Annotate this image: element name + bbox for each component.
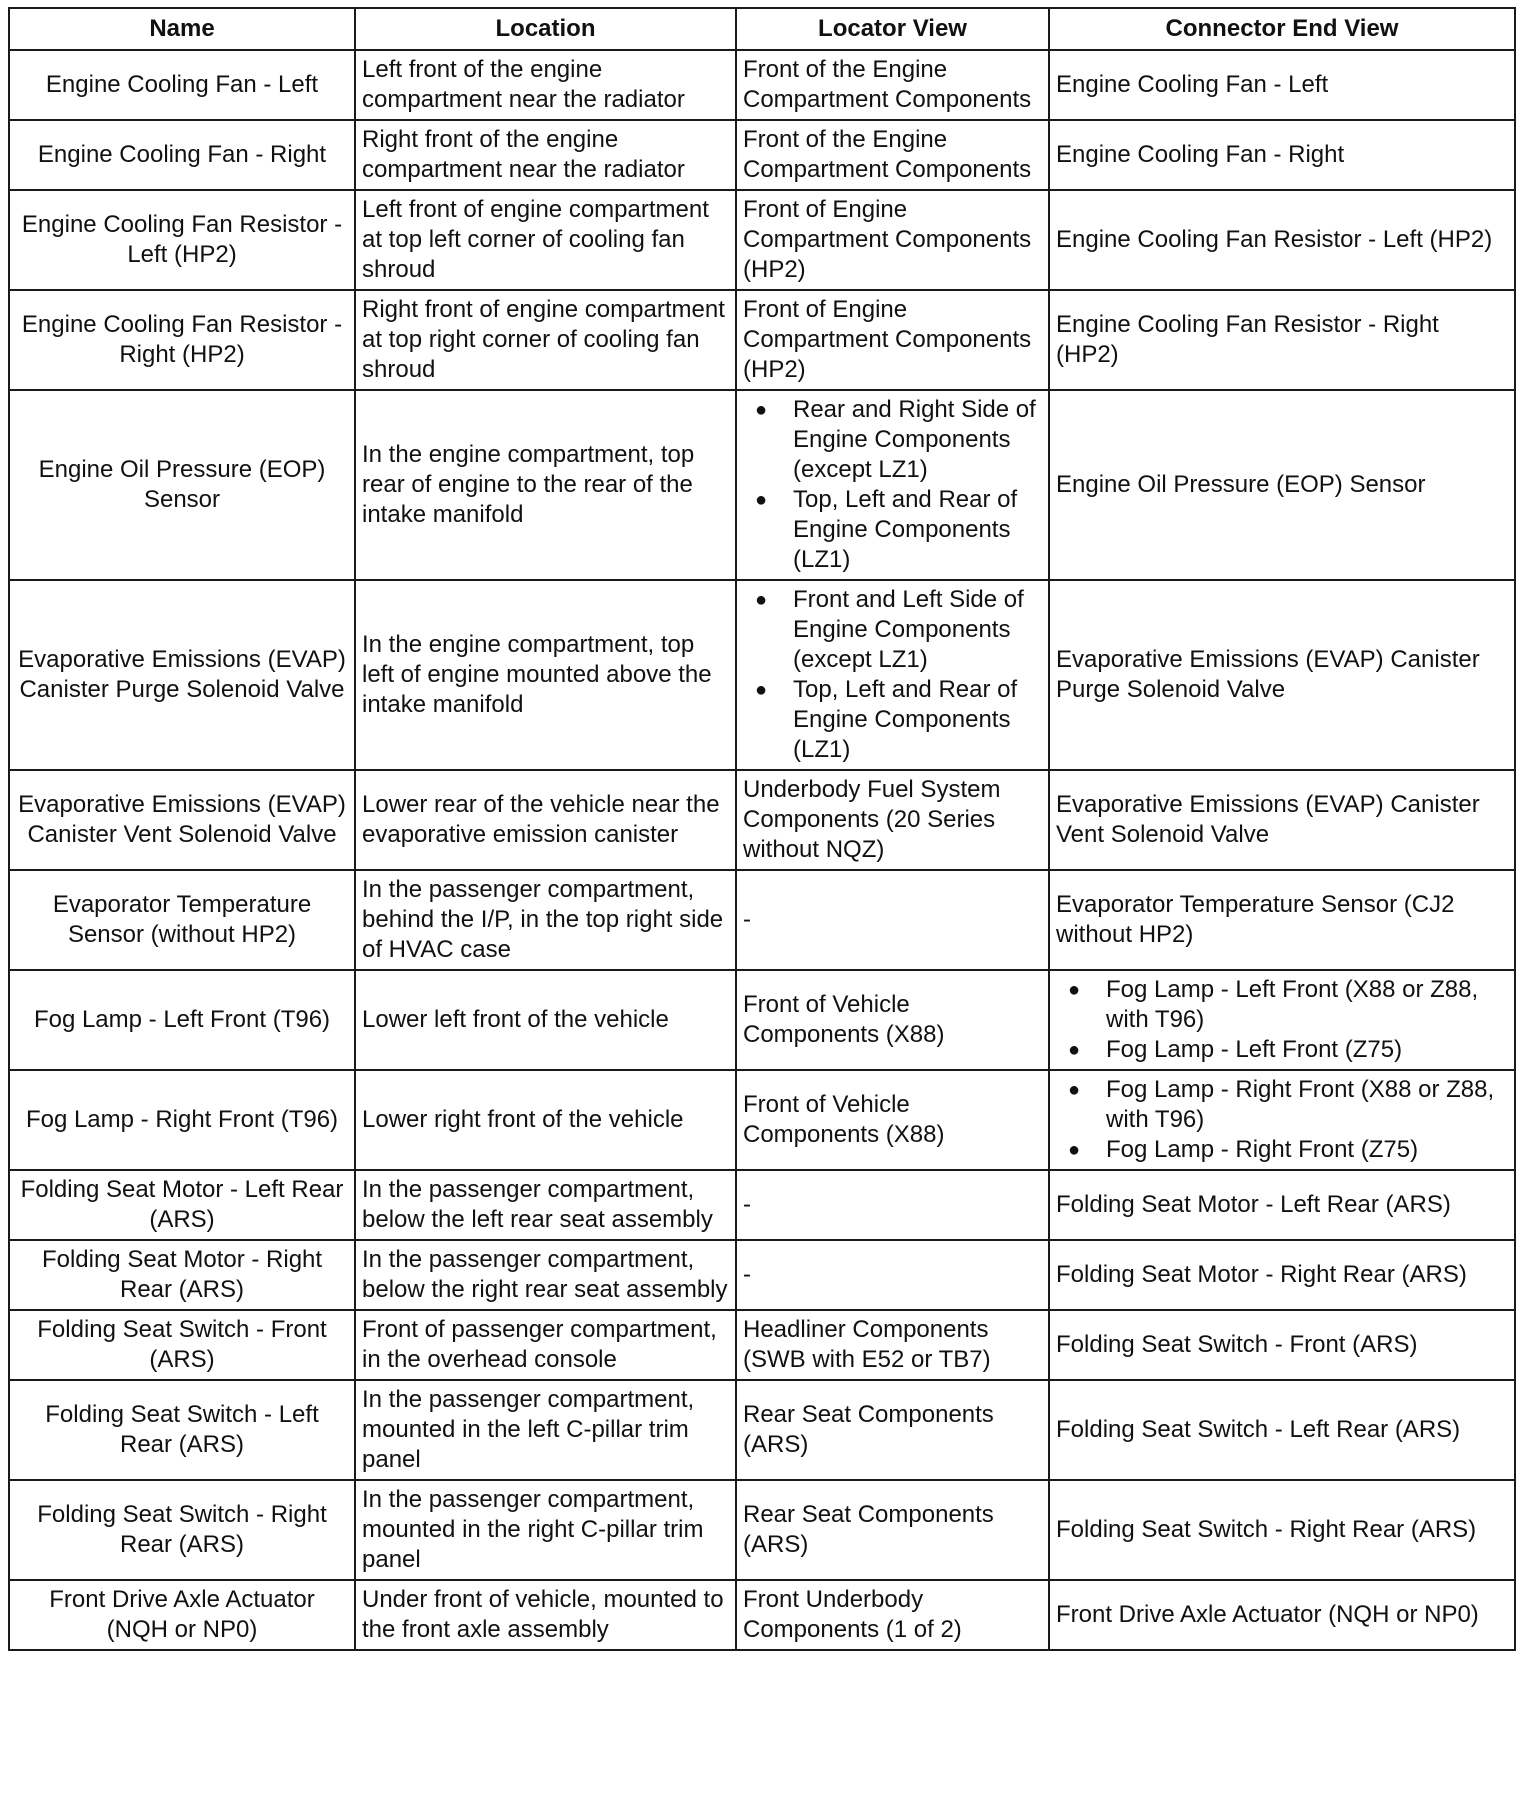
cell-name: Engine Cooling Fan - Right <box>9 120 355 190</box>
cell-location: Left front of the engine compartment near the radiator <box>355 50 736 120</box>
table-row <box>9 1070 1515 1170</box>
connector-view-bullet-item: ● Fog Lamp - Right Front (Z75) <box>1056 1135 1508 1165</box>
component-locator-table <box>8 7 1516 1651</box>
cell-locator-view <box>736 1480 1049 1580</box>
cell-location: Front of passenger compartment, in the overhead console <box>355 1310 736 1380</box>
table-row <box>9 290 1515 390</box>
table-row <box>9 1580 1515 1650</box>
connector-view-text: Engine Cooling Fan Resistor - Right (HP2) <box>1056 311 1439 368</box>
locator-view-bullet-item: ● Top, Left and Rear of Engine Components (LZ1) <box>743 675 1042 765</box>
connector-view-bullet-list <box>1056 1075 1508 1165</box>
cell-connector-end-view <box>1049 290 1515 390</box>
cell-location: In the passenger compartment, mounted in the left C-pillar trim panel <box>355 1380 736 1480</box>
locator-view-bullet-item: ● Rear and Right Side of Engine Components (except LZ1) <box>743 395 1042 485</box>
connector-view-text: Evaporative Emissions (EVAP) Canister Purge Solenoid Valve <box>1056 646 1480 703</box>
cell-locator-view <box>736 1380 1049 1480</box>
cell-connector-end-view <box>1049 190 1515 290</box>
cell-connector-end-view <box>1049 1310 1515 1380</box>
cell-location: Lower left front of the vehicle <box>355 970 736 1070</box>
cell-name: Folding Seat Switch - Right Rear (ARS) <box>9 1480 355 1580</box>
cell-location: Under front of vehicle, mounted to the front axle assembly <box>355 1580 736 1650</box>
cell-location: In the passenger compartment, behind the I/P, in the top right side of HVAC case <box>355 870 736 970</box>
cell-connector-end-view <box>1049 770 1515 870</box>
cell-locator-view <box>736 390 1049 580</box>
cell-name: Engine Cooling Fan Resistor - Right (HP2) <box>9 290 355 390</box>
table-row <box>9 120 1515 190</box>
cell-location: Right front of the engine compartment near the radiator <box>355 120 736 190</box>
connector-view-text: Folding Seat Switch - Front (ARS) <box>1056 1331 1418 1358</box>
table-row <box>9 1480 1515 1580</box>
connector-view-text: Front Drive Axle Actuator (NQH or NP0) <box>1056 1601 1479 1628</box>
table-row <box>9 50 1515 120</box>
locator-view-bullet-list <box>743 585 1042 765</box>
table-row <box>9 1310 1515 1380</box>
cell-name: Engine Cooling Fan Resistor - Left (HP2) <box>9 190 355 290</box>
cell-locator-view <box>736 580 1049 770</box>
locator-view-text: Front of Vehicle Components (X88) <box>743 1091 945 1148</box>
table-body <box>9 50 1515 1650</box>
cell-name: Front Drive Axle Actuator (NQH or NP0) <box>9 1580 355 1650</box>
cell-location: In the passenger compartment, mounted in the right C-pillar trim panel <box>355 1480 736 1580</box>
cell-name: Folding Seat Motor - Right Rear (ARS) <box>9 1240 355 1310</box>
locator-view-text: Rear Seat Components (ARS) <box>743 1501 994 1558</box>
cell-locator-view <box>736 1580 1049 1650</box>
cell-name: Folding Seat Motor - Left Rear (ARS) <box>9 1170 355 1240</box>
table-row <box>9 1240 1515 1310</box>
locator-view-text: Front of the Engine Compartment Components <box>743 56 1032 113</box>
header-locator-view: Locator View <box>736 8 1049 50</box>
connector-view-text: Evaporative Emissions (EVAP) Canister Vent Solenoid Valve <box>1056 791 1480 848</box>
connector-view-text: Folding Seat Motor - Right Rear (ARS) <box>1056 1261 1467 1288</box>
cell-connector-end-view <box>1049 580 1515 770</box>
cell-locator-view <box>736 1070 1049 1170</box>
cell-connector-end-view <box>1049 1240 1515 1310</box>
table-row <box>9 870 1515 970</box>
cell-name: Folding Seat Switch - Front (ARS) <box>9 1310 355 1380</box>
cell-connector-end-view <box>1049 870 1515 970</box>
cell-name: Engine Cooling Fan - Left <box>9 50 355 120</box>
cell-location: Left front of engine compartment at top left corner of cooling fan shroud <box>355 190 736 290</box>
cell-location: In the engine compartment, top left of engine mounted above the intake manifold <box>355 580 736 770</box>
table-row <box>9 970 1515 1070</box>
cell-locator-view <box>736 290 1049 390</box>
cell-locator-view <box>736 1310 1049 1380</box>
locator-view-text: - <box>743 1191 751 1218</box>
connector-view-text: Folding Seat Motor - Left Rear (ARS) <box>1056 1191 1451 1218</box>
table-row <box>9 580 1515 770</box>
cell-name: Evaporative Emissions (EVAP) Canister Vent Solenoid Valve <box>9 770 355 870</box>
header-row <box>9 8 1515 50</box>
connector-view-bullet-item: ● Fog Lamp - Left Front (Z75) <box>1056 1035 1508 1065</box>
cell-connector-end-view <box>1049 50 1515 120</box>
cell-location: In the passenger compartment, below the right rear seat assembly <box>355 1240 736 1310</box>
cell-locator-view <box>736 50 1049 120</box>
locator-view-text: Front of Vehicle Components (X88) <box>743 991 945 1048</box>
locator-view-bullet-item: ● Front and Left Side of Engine Components (except LZ1) <box>743 585 1042 675</box>
locator-view-text: - <box>743 906 751 933</box>
cell-connector-end-view <box>1049 1580 1515 1650</box>
locator-view-text: Front Underbody Components (1 of 2) <box>743 1586 962 1643</box>
cell-name: Fog Lamp - Left Front (T96) <box>9 970 355 1070</box>
cell-locator-view <box>736 190 1049 290</box>
cell-connector-end-view <box>1049 1170 1515 1240</box>
connector-view-bullet-item: ● Fog Lamp - Left Front (X88 or Z88, with T96) <box>1056 975 1508 1035</box>
header-name: Name <box>9 8 355 50</box>
cell-locator-view <box>736 120 1049 190</box>
cell-locator-view <box>736 1170 1049 1240</box>
locator-view-text: Front of the Engine Compartment Components <box>743 126 1032 183</box>
table-row <box>9 390 1515 580</box>
locator-view-bullet-item: ● Top, Left and Rear of Engine Components (LZ1) <box>743 485 1042 575</box>
header-location: Location <box>355 8 736 50</box>
cell-locator-view <box>736 870 1049 970</box>
connector-view-text: Evaporator Temperature Sensor (CJ2 without HP2) <box>1056 891 1455 948</box>
cell-name: Engine Oil Pressure (EOP) Sensor <box>9 390 355 580</box>
connector-view-text: Folding Seat Switch - Right Rear (ARS) <box>1056 1516 1477 1543</box>
cell-location: In the engine compartment, top rear of engine to the rear of the intake manifold <box>355 390 736 580</box>
connector-view-text: Folding Seat Switch - Left Rear (ARS) <box>1056 1416 1461 1443</box>
cell-connector-end-view <box>1049 1380 1515 1480</box>
connector-view-text: Engine Oil Pressure (EOP) Sensor <box>1056 471 1426 498</box>
cell-location: Lower rear of the vehicle near the evaporative emission canister <box>355 770 736 870</box>
connector-view-bullet-item: ● Fog Lamp - Right Front (X88 or Z88, with T96) <box>1056 1075 1508 1135</box>
cell-connector-end-view <box>1049 390 1515 580</box>
table-row <box>9 1170 1515 1240</box>
connector-view-text: Engine Cooling Fan - Left <box>1056 71 1329 98</box>
cell-connector-end-view <box>1049 120 1515 190</box>
locator-view-bullet-list <box>743 395 1042 575</box>
cell-name: Evaporative Emissions (EVAP) Canister Purge Solenoid Valve <box>9 580 355 770</box>
locator-view-text: Front of Engine Compartment Components (HP2) <box>743 196 1032 283</box>
cell-location: Lower right front of the vehicle <box>355 1070 736 1170</box>
cell-connector-end-view <box>1049 970 1515 1070</box>
table-row <box>9 1380 1515 1480</box>
cell-locator-view <box>736 970 1049 1070</box>
cell-locator-view <box>736 770 1049 870</box>
table-row <box>9 770 1515 870</box>
cell-connector-end-view <box>1049 1070 1515 1170</box>
header-connector-end-view: Connector End View <box>1049 8 1515 50</box>
locator-view-text: Rear Seat Components (ARS) <box>743 1401 994 1458</box>
locator-view-text: Underbody Fuel System Components (20 Series without NQZ) <box>743 776 1001 863</box>
cell-location: Right front of engine compartment at top right corner of cooling fan shroud <box>355 290 736 390</box>
connector-view-text: Engine Cooling Fan Resistor - Left (HP2) <box>1056 226 1493 253</box>
cell-locator-view <box>736 1240 1049 1310</box>
cell-name: Evaporator Temperature Sensor (without HP2) <box>9 870 355 970</box>
connector-view-bullet-list <box>1056 975 1508 1065</box>
cell-name: Folding Seat Switch - Left Rear (ARS) <box>9 1380 355 1480</box>
locator-view-text: - <box>743 1261 751 1288</box>
cell-name: Fog Lamp - Right Front (T96) <box>9 1070 355 1170</box>
connector-view-text: Engine Cooling Fan - Right <box>1056 141 1345 168</box>
locator-view-text: Headliner Components (SWB with E52 or TB7) <box>743 1316 991 1373</box>
locator-view-text: Front of Engine Compartment Components (HP2) <box>743 296 1032 383</box>
table-row <box>9 190 1515 290</box>
cell-location: In the passenger compartment, below the left rear seat assembly <box>355 1170 736 1240</box>
cell-connector-end-view <box>1049 1480 1515 1580</box>
